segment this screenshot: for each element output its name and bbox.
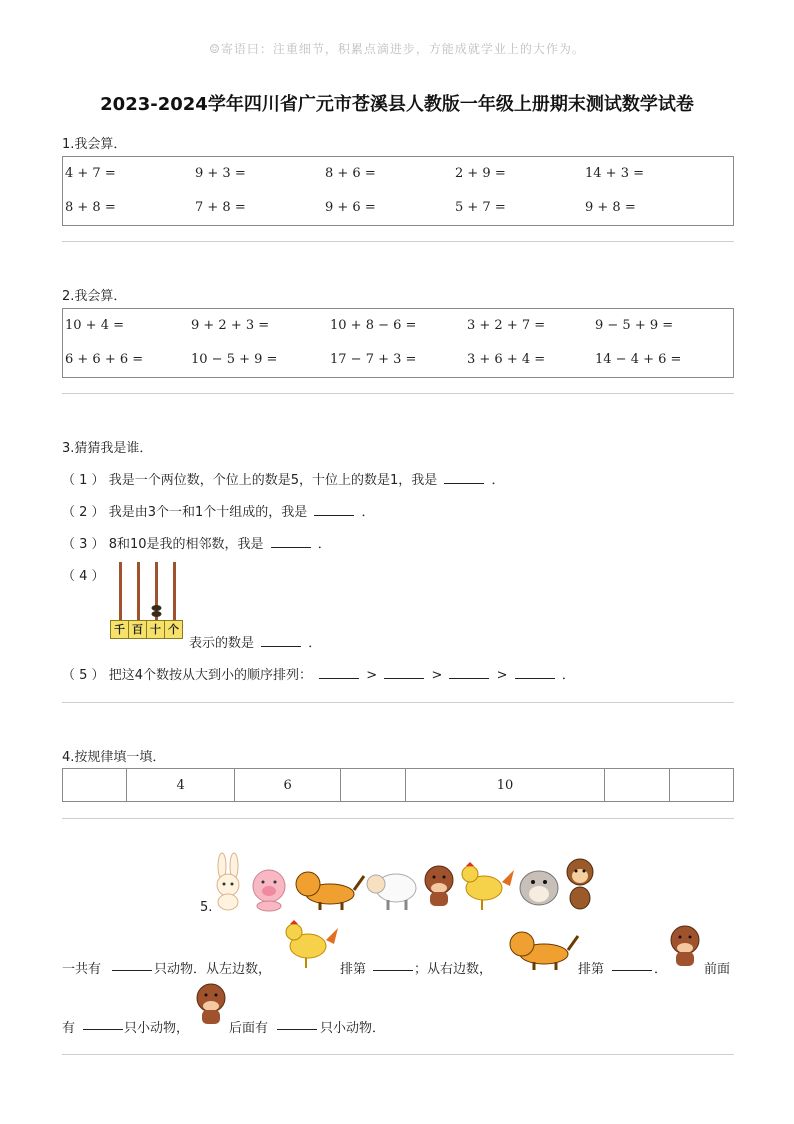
q3-part4-answer xyxy=(189,632,321,651)
pig-icon xyxy=(248,866,290,912)
pattern-cell[interactable] xyxy=(669,769,733,802)
greater-than: > xyxy=(496,668,508,683)
answer-blank[interactable] xyxy=(319,666,359,679)
q2-eq: 10 + 8 − 6 = xyxy=(330,318,417,333)
q3-part1 xyxy=(62,469,505,488)
q5-text: 前面 xyxy=(704,962,731,977)
pattern-table xyxy=(62,768,734,802)
q5-text: 只小动物， xyxy=(124,1021,190,1036)
period: ． xyxy=(491,473,505,488)
q2-title: 2.我会算． xyxy=(62,289,127,304)
q5-text: 排第 xyxy=(578,962,605,977)
q5-text: 后面有 xyxy=(229,1021,269,1036)
q1-box xyxy=(62,156,734,226)
motto: ☺寄语曰：注重细节，积累点滴进步，方能成就学业上的大作为。 xyxy=(209,42,585,56)
q3-part3 xyxy=(62,533,331,552)
q2-eq: 10 + 4 = xyxy=(65,318,124,333)
q2-eq: 9 + 2 + 3 = xyxy=(191,318,270,333)
q5-text: 一共有 xyxy=(62,962,102,977)
cow-icon xyxy=(420,862,458,912)
answer-blank[interactable] xyxy=(384,666,424,679)
q1-eq: 9 + 6 = xyxy=(325,200,376,215)
q1-eq: 2 + 9 = xyxy=(455,166,506,181)
q5-text: ；从右边数， xyxy=(414,962,493,977)
divider xyxy=(62,1054,734,1055)
q1-eq: 7 + 8 = xyxy=(195,200,246,215)
q4-title: 4.按规律填一填． xyxy=(62,750,166,765)
greater-than: > xyxy=(366,668,378,683)
part-number: （ 1 ） xyxy=(62,473,105,488)
q5-text: 排第 xyxy=(340,962,367,977)
q3-title: 3.猜猜我是谁． xyxy=(62,441,153,456)
q1-title: 1.我会算． xyxy=(62,137,127,152)
part-text: 我是由3个一和1个十组成的，我是 xyxy=(108,505,308,520)
q1-eq: 9 + 3 = xyxy=(195,166,246,181)
q5-text: 只动物．从左边数， xyxy=(154,962,272,977)
monkey-icon xyxy=(560,856,600,912)
hamster-icon xyxy=(516,862,562,910)
rabbit-icon xyxy=(207,852,249,912)
tiger-icon xyxy=(504,926,580,972)
greater-than: > xyxy=(431,668,443,683)
q2-box xyxy=(62,308,734,378)
q2-eq: 6 + 6 + 6 = xyxy=(65,352,144,367)
q3-part2 xyxy=(62,501,375,520)
divider xyxy=(62,241,734,242)
page-title: 2023-2024学年四川省广元市苍溪县人教版一年级上册期末测试数学试卷 xyxy=(100,94,694,115)
divider xyxy=(62,393,734,394)
abacus-label-ones: 个 xyxy=(164,620,183,639)
pattern-cell: 6 xyxy=(234,769,341,802)
answer-blank[interactable] xyxy=(515,666,555,679)
abacus-label-tens: 十 xyxy=(146,620,165,639)
answer-blank[interactable] xyxy=(444,471,484,484)
cow-icon xyxy=(192,980,230,1030)
answer-blank[interactable] xyxy=(261,634,301,647)
answer-blank[interactable] xyxy=(83,1017,123,1030)
q1-eq: 14 + 3 = xyxy=(585,166,644,181)
period: ． xyxy=(561,668,575,683)
q1-eq: 8 + 8 = xyxy=(65,200,116,215)
divider xyxy=(62,818,734,819)
rooster-icon xyxy=(458,862,516,912)
q2-eq: 14 − 4 + 6 = xyxy=(595,352,682,367)
answer-blank[interactable] xyxy=(271,535,311,548)
period: ． xyxy=(317,537,331,552)
period: ． xyxy=(361,505,375,520)
part-text: 8和10是我的相邻数，我是 xyxy=(108,537,264,552)
pattern-cell: 4 xyxy=(127,769,235,802)
tiger-icon xyxy=(290,866,366,912)
answer-blank[interactable] xyxy=(449,666,489,679)
q3-part5 xyxy=(62,664,575,683)
q5-number: 5. xyxy=(200,900,213,915)
q5-text: 只小动物． xyxy=(320,1021,386,1036)
abacus-label-hundreds: 百 xyxy=(128,620,147,639)
part-number: （ 3 ） xyxy=(62,537,105,552)
divider xyxy=(62,702,734,703)
q2-eq: 17 − 7 + 3 = xyxy=(330,352,417,367)
q2-eq: 3 + 2 + 7 = xyxy=(467,318,546,333)
part-text: 表示的数是 xyxy=(189,636,255,651)
period: ． xyxy=(308,636,322,651)
part-number: （ 5 ） xyxy=(62,668,105,683)
rooster-icon xyxy=(282,920,340,970)
pattern-cell[interactable] xyxy=(341,769,405,802)
part-number: （ 2 ） xyxy=(62,505,105,520)
answer-blank[interactable] xyxy=(373,958,413,971)
q5-text: ． xyxy=(654,962,668,977)
answer-blank[interactable] xyxy=(112,958,152,971)
answer-blank[interactable] xyxy=(277,1017,317,1030)
part-text: 我是一个两位数，个位上的数是5，十位上的数是1，我是 xyxy=(108,473,438,488)
pattern-cell[interactable] xyxy=(605,769,669,802)
answer-blank[interactable] xyxy=(612,958,652,971)
answer-blank[interactable] xyxy=(314,503,354,516)
sheep-icon xyxy=(364,866,420,912)
q1-eq: 9 + 8 = xyxy=(585,200,636,215)
part-text: 把这4个数按从大到小的顺序排列： xyxy=(108,668,312,683)
q2-eq: 10 − 5 + 9 = xyxy=(191,352,278,367)
q1-eq: 4 + 7 = xyxy=(65,166,116,181)
q2-eq: 9 − 5 + 9 = xyxy=(595,318,674,333)
q1-eq: 5 + 7 = xyxy=(455,200,506,215)
cow-icon xyxy=(666,922,704,972)
pattern-cell: 10 xyxy=(405,769,604,802)
q5-text: 有 xyxy=(62,1021,76,1036)
abacus-icon xyxy=(109,560,185,622)
abacus-label-thousands: 千 xyxy=(110,620,129,639)
pattern-cell[interactable] xyxy=(63,769,127,802)
q1-eq: 8 + 6 = xyxy=(325,166,376,181)
part-number: （ 4 ） xyxy=(62,569,105,584)
q2-eq: 3 + 6 + 4 = xyxy=(467,352,546,367)
